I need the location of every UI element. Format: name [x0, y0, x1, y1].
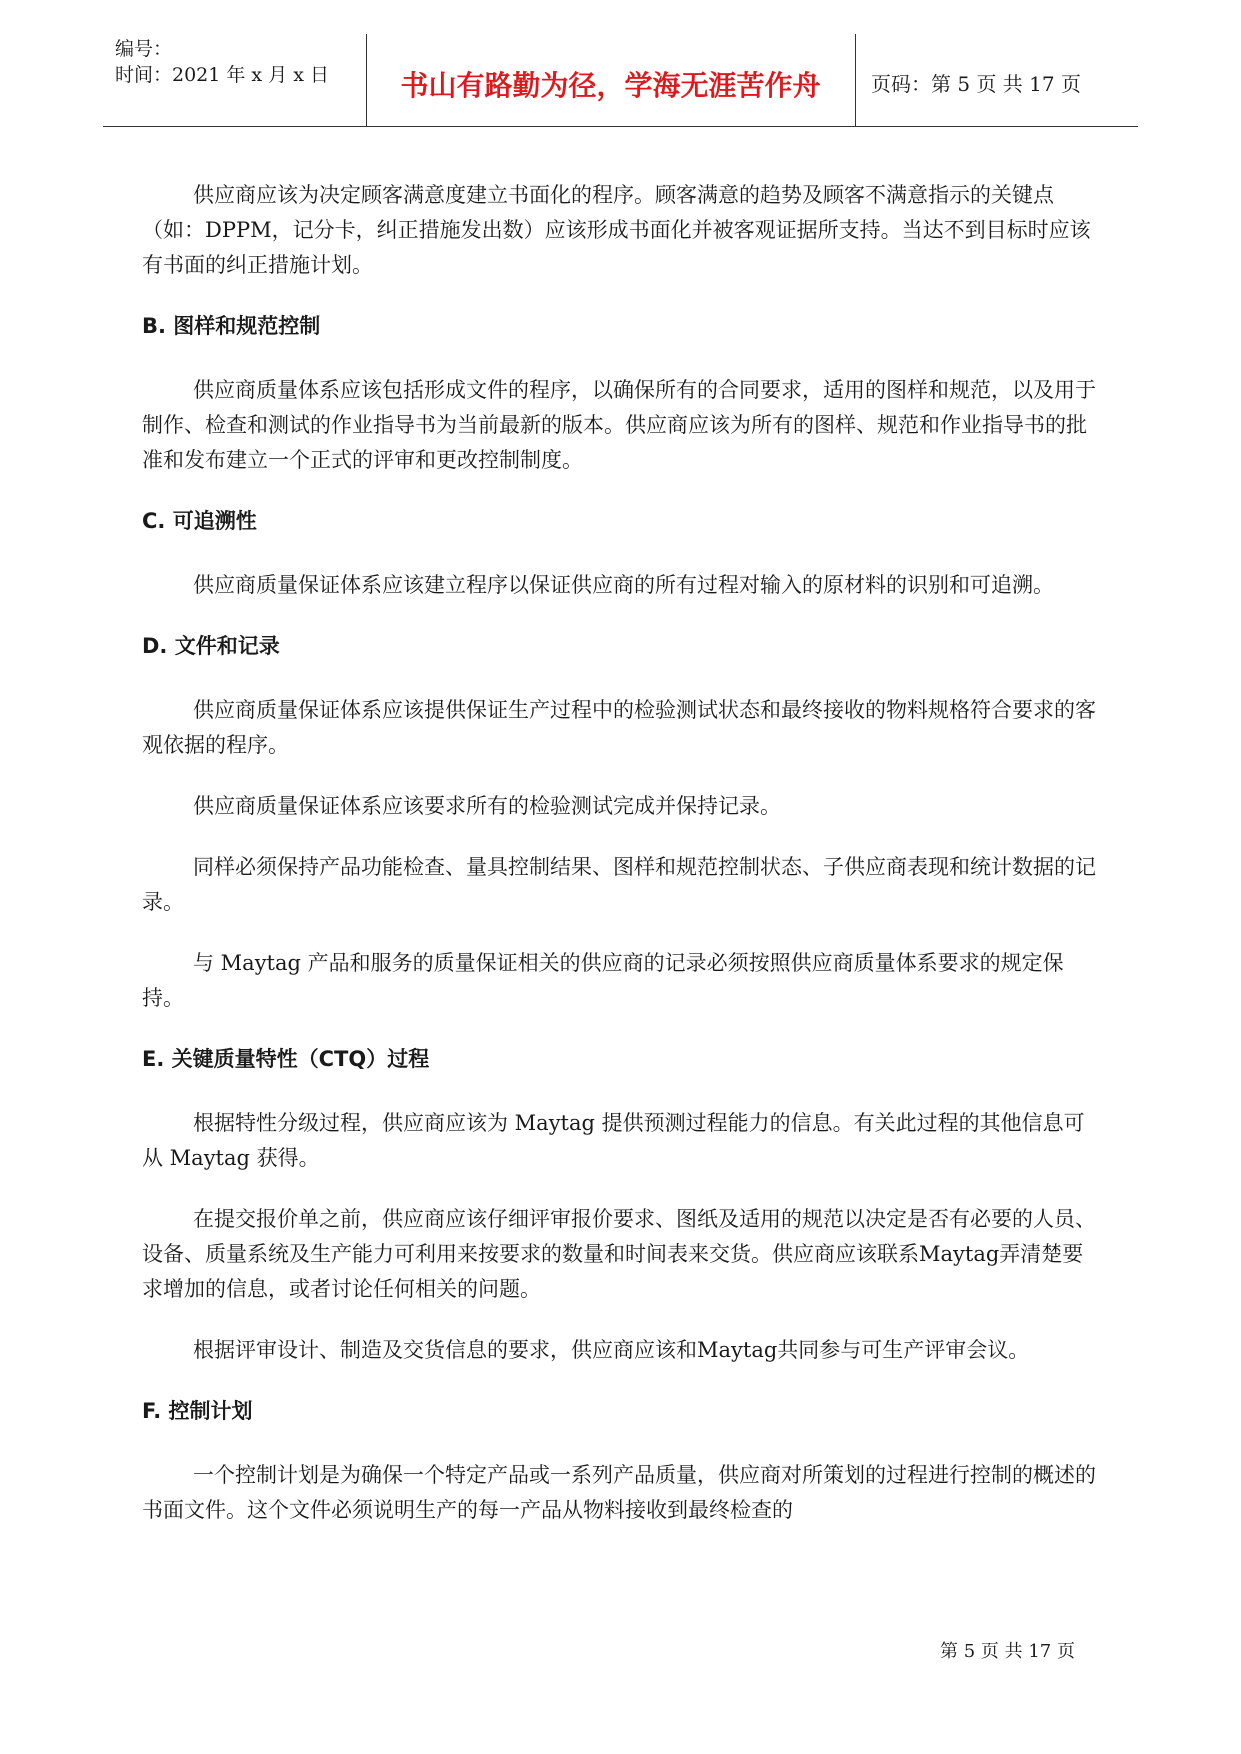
document-body — [142, 178, 1102, 1554]
paragraph: 同样必须保持产品功能检查、量具控制结果、图样和规范控制状态、子供应商表现和统计数据的记录。 — [142, 855, 1096, 914]
paragraph: 根据评审设计、制造及交货信息的要求，供应商应该和Maytag共同参与可生产评审会议。 — [193, 1338, 1030, 1362]
header-page-info: 页码：第 5 页 共 17 页 — [871, 72, 1081, 96]
paragraph: 供应商应该为决定顾客满意度建立书面化的程序。顾客满意的趋势及顾客不满意指示的关键点（如：DPPM，记分卡，纠正措施发出数）应该形成书面化并被客观证据所支持。当达不到目标时应该有书面的纠正措施计划。 — [142, 183, 1091, 277]
section-heading-d: D. 文件和记录 — [142, 634, 280, 658]
paragraph: 供应商质量保证体系应该要求所有的检验测试完成并保持记录。 — [193, 794, 781, 818]
document-number-label: 编号： — [115, 38, 173, 60]
header-meta — [115, 36, 365, 88]
header-divider — [366, 34, 367, 126]
paragraph: 供应商质量保证体系应该建立程序以保证供应商的所有过程对输入的原材料的识别和可追溯。 — [193, 573, 1054, 597]
header-motto: 书山有路勤为径，学海无涯苦作舟 — [400, 69, 821, 102]
document-time: 时间：2021 年 x 月 x 日 — [115, 64, 329, 86]
section-heading-b: B. 图样和规范控制 — [142, 314, 321, 338]
paragraph: 根据特性分级过程，供应商应该为 Maytag 提供预测过程能力的信息。有关此过程的其他信息可从 Maytag 获得。 — [142, 1111, 1085, 1170]
paragraph: 在提交报价单之前，供应商应该仔细评审报价要求、图纸及适用的规范以决定是否有必要的人员、设备、质量系统及生产能力可利用来按要求的数量和时间表来交货。供应商应该联系Maytag弄清楚要求增加的信息，或者讨论任何相关的问题。 — [142, 1207, 1096, 1301]
page-header — [103, 34, 1138, 127]
page-footer: 第 5 页 共 17 页 — [940, 1641, 1075, 1662]
paragraph: 供应商质量体系应该包括形成文件的程序，以确保所有的合同要求，适用的图样和规范，以及用于制作、检查和测试的作业指导书为当前最新的版本。供应商应该为所有的图样、规范和作业指导书的批准和发布建立一个正式的评审和更改控制制度。 — [142, 378, 1096, 472]
section-heading-e: E. 关键质量特性（CTQ）过程 — [142, 1047, 430, 1071]
section-heading-c: C. 可追溯性 — [142, 509, 257, 533]
paragraph: 供应商质量保证体系应该提供保证生产过程中的检验测试状态和最终接收的物料规格符合要求的客观依据的程序。 — [142, 698, 1096, 757]
paragraph: 与 Maytag 产品和服务的质量保证相关的供应商的记录必须按照供应商质量体系要求的规定保持。 — [142, 951, 1064, 1010]
header-divider — [855, 34, 856, 126]
section-heading-f: F. 控制计划 — [142, 1399, 253, 1423]
paragraph: 一个控制计划是为确保一个特定产品或一系列产品质量，供应商对所策划的过程进行控制的概述的书面文件。这个文件必须说明生产的每一产品从物料接收到最终检查的 — [142, 1463, 1096, 1522]
